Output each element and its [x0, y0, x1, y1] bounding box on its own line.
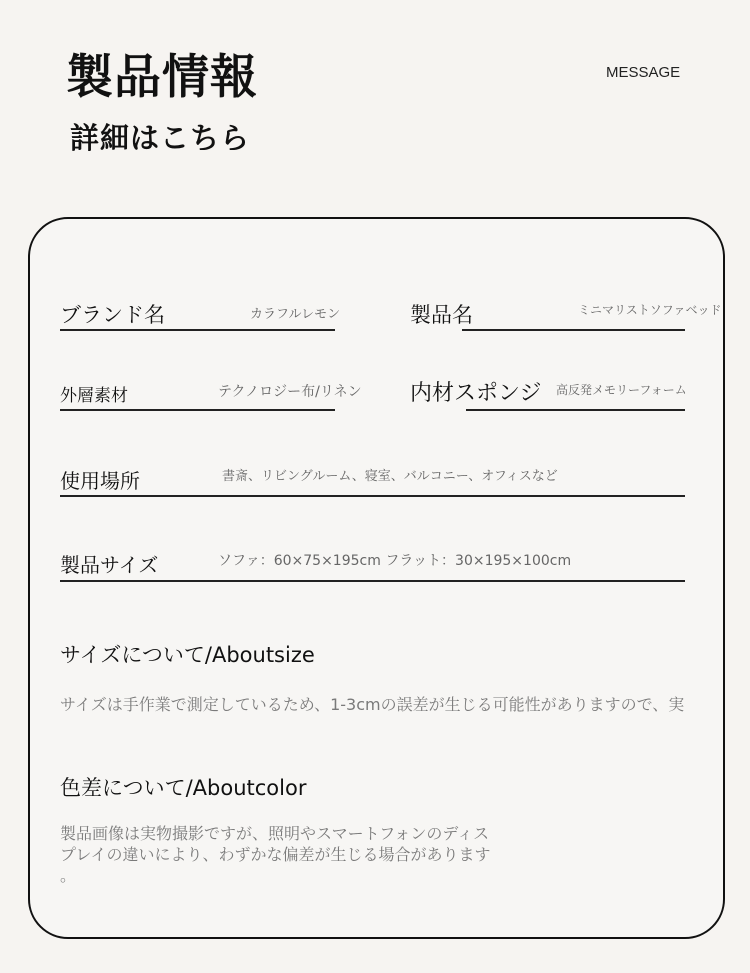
about-color-line: プレイの違いにより、わずかな偏差が生じる場合があります — [60, 845, 491, 864]
about-color-line: 。 — [60, 866, 77, 885]
brand-underline — [60, 329, 335, 331]
product-name-value: ミニマリストソファベッド — [578, 303, 722, 317]
usage-field — [60, 461, 685, 499]
inner-material-field — [410, 377, 710, 413]
outer-material-underline — [60, 409, 335, 411]
product-name-underline — [462, 329, 685, 331]
inner-material-underline — [466, 409, 685, 411]
size-field — [60, 547, 685, 585]
about-size-title: サイズについて/Aboutsize — [60, 643, 315, 667]
outer-material-field — [60, 377, 362, 413]
inner-material-value: 高反発メモリーフォーム — [556, 383, 687, 397]
product-name-field — [410, 297, 722, 333]
brand-label: ブランド名 — [60, 303, 165, 327]
outer-material-label: 外層素材 — [60, 386, 128, 406]
page-title: 製品情報 — [66, 50, 258, 105]
message-label: MESSAGE — [606, 64, 681, 81]
usage-label: 使用場所 — [60, 469, 140, 493]
usage-value: 書斎、リビングルーム、寝室、バルコニー、オフィスなど — [222, 469, 558, 484]
size-underline — [60, 580, 685, 582]
about-size-body: サイズは手作業で測定しているため、1-3cmの誤差が生じる可能性がありますので、実 — [60, 695, 685, 714]
outer-material-value: テクノロジー布/リネン — [218, 384, 362, 400]
inner-material-label: 内材スポンジ — [410, 381, 542, 406]
about-color-title: 色差について/Aboutcolor — [60, 776, 307, 800]
size-label: 製品サイズ — [60, 553, 159, 577]
brand-field — [60, 297, 341, 333]
size-value: ソファ：60×75×195cm フラット：30×195×100cm — [218, 553, 572, 569]
page-subtitle: 詳細はこちら — [70, 121, 251, 155]
about-color-line: 製品画像は実物撮影ですが、照明やスマートフォンのディス — [60, 824, 490, 843]
product-info-card — [28, 217, 725, 939]
usage-underline — [60, 495, 685, 497]
brand-value: カラフルレモン — [250, 307, 341, 322]
about-color-body — [60, 823, 491, 886]
product-name-label: 製品名 — [410, 303, 473, 327]
